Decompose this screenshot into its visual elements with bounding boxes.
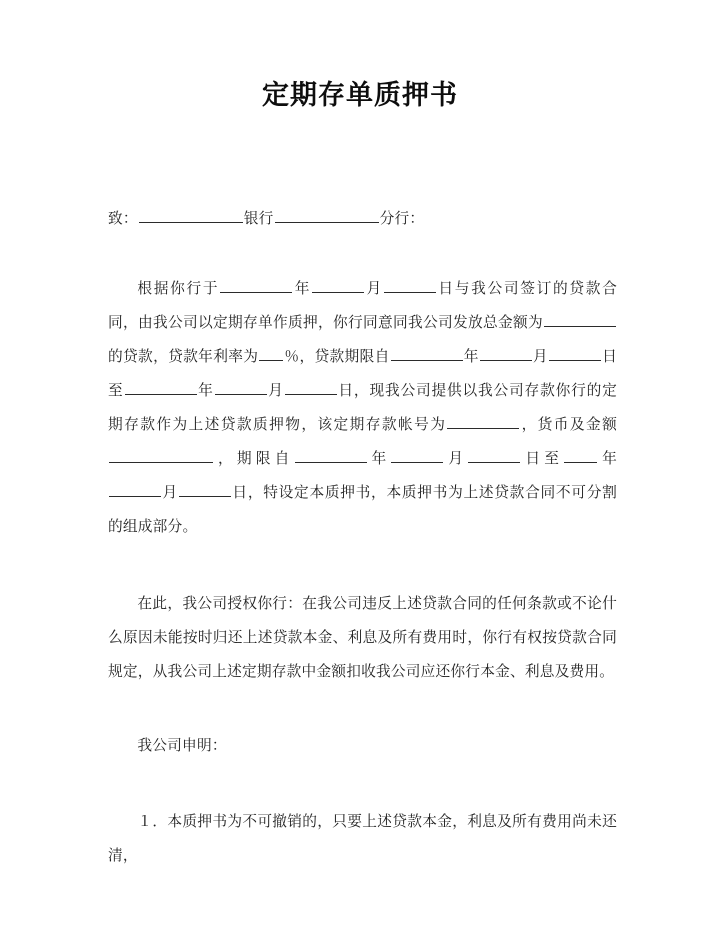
loan-end-day-blank[interactable] <box>285 379 337 395</box>
addressee-bank-label: 银行 <box>243 209 274 227</box>
page-title: 定期存单质押书 <box>262 80 458 111</box>
addressee-branch-label: 分行： <box>379 209 425 227</box>
addressee-line <box>108 202 617 236</box>
addressee-bank-blank[interactable] <box>139 207 243 223</box>
loan-end-year-blank[interactable] <box>125 379 197 395</box>
p1-seg-12: ，货币及金额 <box>520 415 618 433</box>
deposit-end-year-blank[interactable] <box>564 447 597 463</box>
p1-seg-18: 月 <box>162 483 178 501</box>
p1-seg-17: 年 <box>598 449 617 467</box>
p1-seg-5: ％，贷款期限自 <box>284 347 390 365</box>
paragraph-1-spacer <box>108 544 617 587</box>
paragraph-pledge-terms <box>108 272 617 544</box>
title-spacer <box>0 113 720 202</box>
loan-start-month-blank[interactable] <box>480 345 532 361</box>
deposit-account-number-blank[interactable] <box>447 413 519 429</box>
loan-total-amount-blank[interactable] <box>544 311 616 327</box>
p1-seg-3: 日与我公司签订的贷款合同，由我公司以定期存单作质押，你行同意同我公司发放总金额为 <box>108 279 618 331</box>
p1-seg-15: 月 <box>444 449 468 467</box>
declaration-item-1: １．本质押书为不可撤销的，只要上述贷款本金，利息及所有费用尚未还清， <box>108 812 617 864</box>
deposit-end-day-blank[interactable] <box>179 481 231 497</box>
loan-interest-rate-blank[interactable] <box>259 345 283 361</box>
loan-start-year-blank[interactable] <box>391 345 463 361</box>
p1-seg-11: 日，现我公司提供以我公司存款你行的定期存款作为上述贷款质押物，该定期存款帐号为 <box>108 381 617 433</box>
loan-contract-month-blank[interactable] <box>312 277 364 293</box>
deposit-start-month-blank[interactable] <box>391 447 443 463</box>
addressee-spacer <box>108 236 617 272</box>
deposit-end-month-blank[interactable] <box>109 481 161 497</box>
p1-seg-16: 日至 <box>521 449 564 467</box>
p1-seg-8: 日至 <box>108 347 617 399</box>
p1-seg-6: 年 <box>463 347 479 365</box>
p1-seg-10: 月 <box>267 381 284 399</box>
document-body <box>0 202 720 873</box>
paragraph-2-spacer <box>108 689 617 729</box>
deposit-currency-amount-blank[interactable] <box>109 447 213 463</box>
p1-seg-14: 年 <box>367 449 391 467</box>
p1-seg-13: ，期限自 <box>214 449 294 467</box>
p1-seg-1: 年 <box>293 279 312 297</box>
p1-seg-7: 月 <box>532 347 548 365</box>
paragraph-3-spacer <box>108 763 617 805</box>
loan-end-month-blank[interactable] <box>215 379 267 395</box>
paragraph-authorization: 在此，我公司授权你行：在我公司违反上述贷款合同的任何条款或不论什么原因未能按时归还上述贷款本金、利息及所有费用时，你行有权按贷款合同规定，从我公司上述定期存款中金额扣收我公司应还你行本金、利息及费用。 <box>108 594 617 680</box>
addressee-branch-blank[interactable] <box>275 207 379 223</box>
deposit-start-year-blank[interactable] <box>295 447 367 463</box>
loan-contract-day-blank[interactable] <box>384 277 436 293</box>
loan-start-day-blank[interactable] <box>549 345 601 361</box>
p1-seg-2: 月 <box>365 279 383 297</box>
deposit-start-day-blank[interactable] <box>468 447 520 463</box>
p1-seg-9: 年 <box>197 381 214 399</box>
p1-seg-19: 日，特设定本质押书，本质押书为上述贷款合同不可分割的组成部分。 <box>108 483 617 535</box>
loan-contract-year-blank[interactable] <box>220 277 292 293</box>
addressee-prefix: 致： <box>108 209 138 227</box>
paragraph-declaration-heading: 我公司申明： <box>137 736 227 754</box>
p1-seg-0: 根据你行于 <box>137 279 220 297</box>
p1-seg-4: 的贷款，贷款年利率为 <box>108 347 259 365</box>
